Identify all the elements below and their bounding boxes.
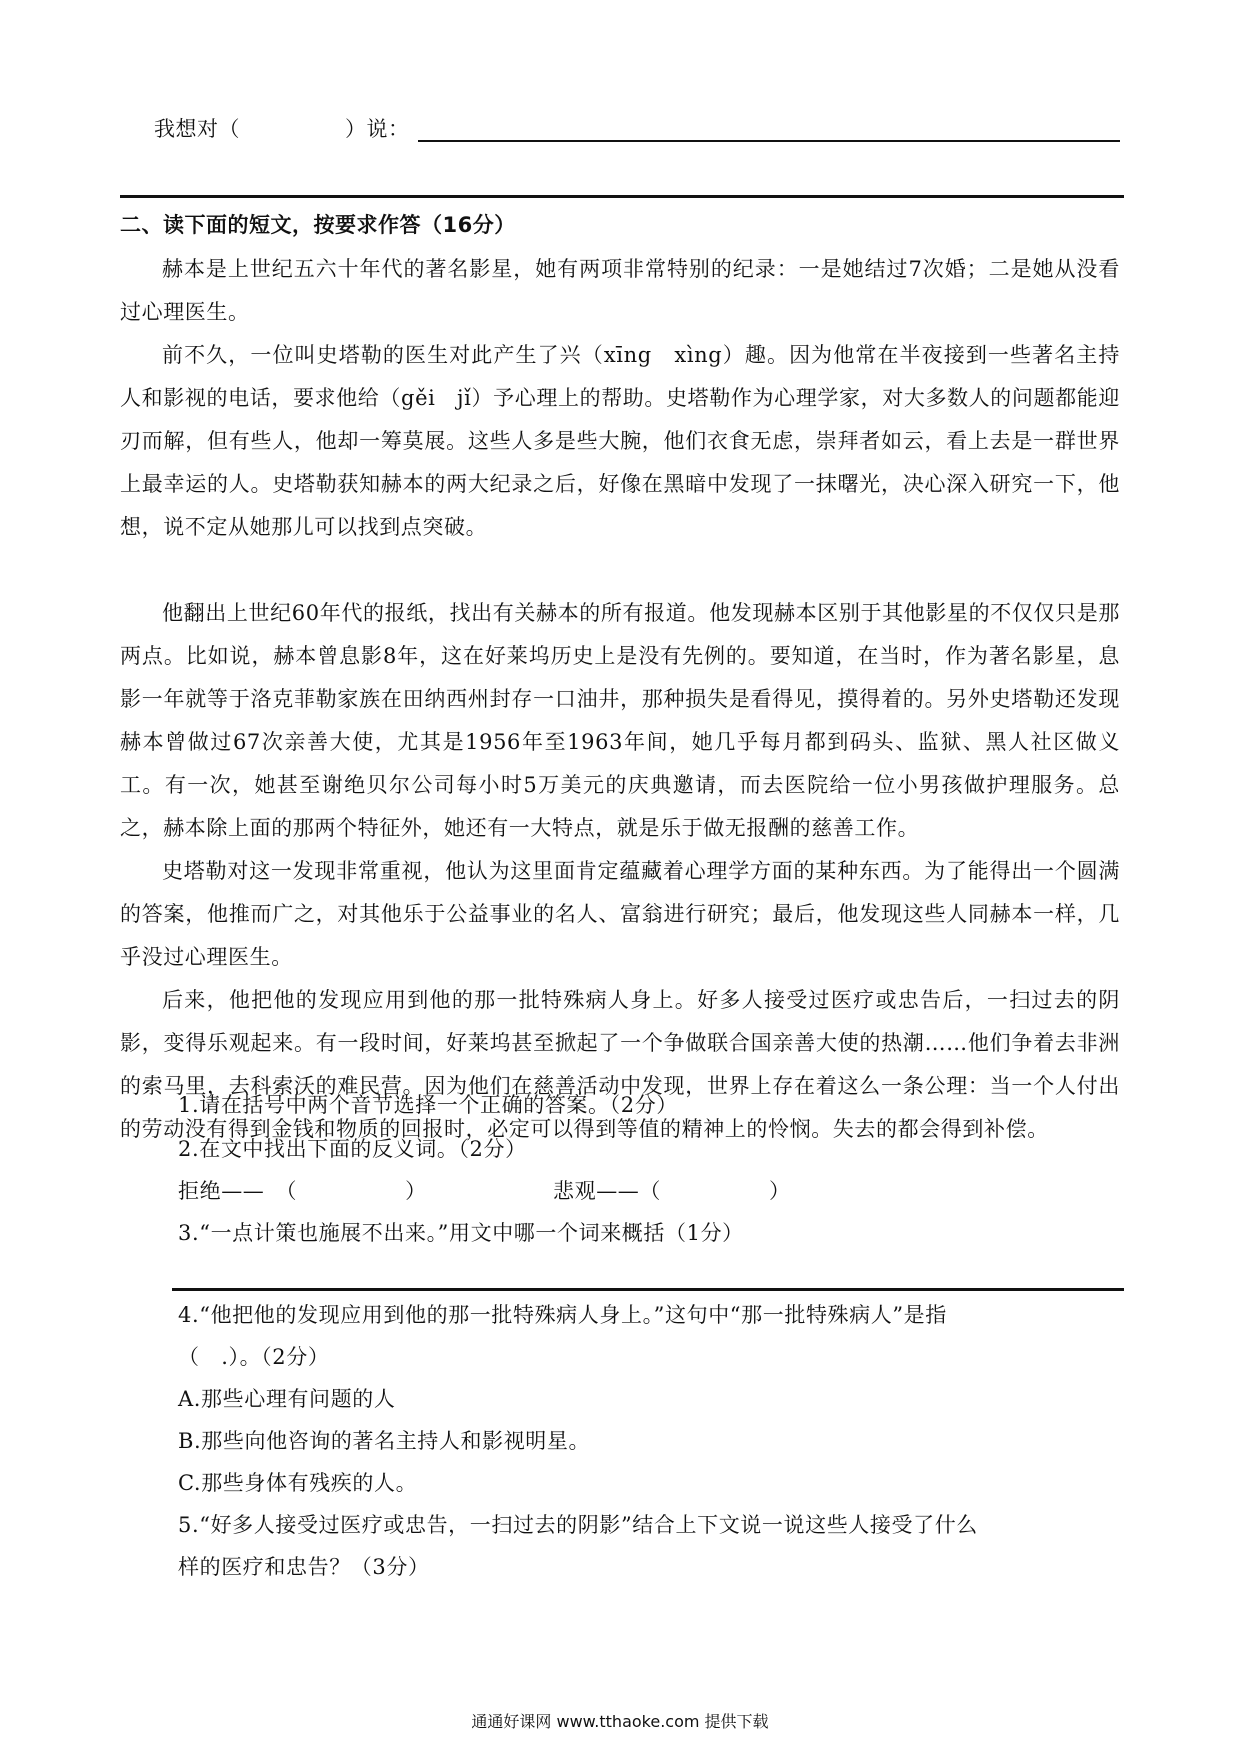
question-5-line-2: 样的医疗和忠告？（3分）: [178, 1555, 430, 1579]
page-footer: 通通好课网 www.tthaoke.com 提供下载: [471, 1712, 769, 1731]
question-4-option-c: C.那些身体有残疾的人。: [178, 1471, 418, 1495]
question-2: 2.在文中找出下面的反义词。（2分）: [178, 1137, 527, 1161]
passage-paragraph-2: 前不久，一位叫史塔勒的医生对此产生了兴（xīng xìng）趣。因为他常在半夜接到一些著名主持人和影视的电话，要求他给（gěi jǐ）予心理上的帮助。史塔勒作为心理学家，对大多数人的问题都能迎刃而解，但有些人，他却一筹莫展。这些人多是些大腕，他们衣食无虑，崇拜者如云，看上去是一群世界上最幸运的人。史塔勒获知赫本的两大纪录之后，好像在黑暗中发现了一抹曙光，决心深入研究一下，他想，说不定从她那儿可以找到点突破。: [120, 343, 1120, 539]
question-4-line-2: （ .）。（2分）: [178, 1345, 330, 1369]
question-2-item-2: 悲观——（ ）: [553, 1179, 791, 1203]
intro-answer-line[interactable]: [418, 140, 1120, 142]
intro-prefix: 我想对（: [154, 117, 240, 141]
intro-suffix: ）说：: [345, 117, 410, 141]
question-3: 3.“一点计策也施展不出来。”用文中哪一个词来概括（1分）: [178, 1221, 744, 1245]
question-4-option-b: B.那些向他咨询的著名主持人和影视明星。: [178, 1429, 591, 1453]
section-separator: [120, 195, 1124, 198]
question-1: 1.请在括号中两个音节选择一个正确的答案。（2分）: [178, 1093, 678, 1117]
question-5-line-1: 5.“好多人接受过医疗或忠告，一扫过去的阴影”结合上下文说一说这些人接受了什么: [178, 1513, 978, 1537]
passage-paragraph-3: 他翻出上世纪60年代的报纸，找出有关赫本的所有报道。他发现赫本区别于其他影星的不仅仅只是那两点。比如说，赫本曾息影8年，这在好莱坞历史上是没有先例的。要知道，在当时，作为著名影星，息影一年就等于洛克菲勒家族在田纳西州封存一口油井，那种损失是看得见，摸得着的。另外史塔勒还发现赫本曾做过67次亲善大使，尤其是1956年至1963年间，她几乎每月都到码头、监狱、黑人社区做义工。有一次，她甚至谢绝贝尔公司每小时5万美元的庆典邀请，而去医院给一位小男孩做护理服务。总之，赫本除上面的那两个特征外，她还有一大特点，就是乐于做无报酬的慈善工作。: [120, 601, 1120, 840]
question-2-item-1: 拒绝—— （ ）: [178, 1179, 427, 1203]
passage-paragraph-4: 史塔勒对这一发现非常重视，他认为这里面肯定蕴藏着心理学方面的某种东西。为了能得出一个圆满的答案，他推而广之，对其他乐于公益事业的名人、富翁进行研究；最后，他发现这些人同赫本一样，几乎没过心理医生。: [120, 859, 1120, 969]
question-3-answer-line[interactable]: [172, 1288, 1124, 1291]
passage-paragraph-5: 后来，他把他的发现应用到他的那一批特殊病人身上。好多人接受过医疗或忠告后，一扫过去的阴影，变得乐观起来。有一段时间，好莱坞甚至掀起了一个争做联合国亲善大使的热潮……他们争着去非洲的索马里，去科索沃的难民营。因为他们在慈善活动中发现，世界上存在着这么一条公理：当一个人付出的劳动没有得到金钱和物质的回报时，必定可以得到等值的精神上的怜悯。失去的都会得到补偿。: [120, 988, 1120, 1141]
passage-paragraph-1: 赫本是上世纪五六十年代的著名影星，她有两项非常特别的纪录：一是她结过7次婚；二是她从没看过心理医生。: [120, 257, 1120, 324]
question-4-line-1: 4.“他把他的发现应用到他的那一批特殊病人身上。”这句中“那一批特殊病人”是指: [178, 1303, 947, 1327]
question-4-option-a: A.那些心理有问题的人: [178, 1387, 396, 1411]
section-heading: 二、读下面的短文，按要求作答（16分）: [120, 213, 516, 237]
